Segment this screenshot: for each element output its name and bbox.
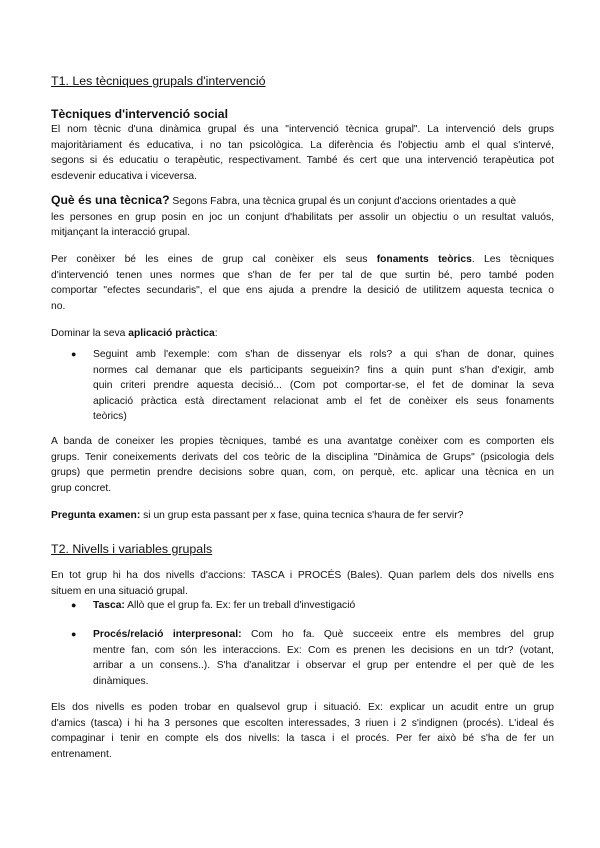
text-line: arribar a un consens..). S'ha d'analitzar i observar el grup per entendre el per què de les [93,660,554,672]
bullet-icon: ● [71,629,77,639]
text-line [51,508,554,524]
bullet-item-tasca [71,598,554,614]
aplicacio-paragraph [51,326,554,342]
bullet-item [71,347,554,425]
section2-intro [51,568,554,599]
text-line [93,598,554,614]
text-span: si un grup esta passant per x fase, quina tecnica s'haura de fer servir? [140,510,464,521]
text-line: no. [51,300,66,312]
text-line: les persones en grup posin en joc un conjunt d'habilitats per assolir un objectiu o un resultat valuós, [51,211,554,223]
bold-span: Procés/relació interpresonal: [93,629,242,640]
text-span: . Les tècniques [471,254,555,265]
text-line: segons si és educatiu o terapèutic, respectivament. També és cert que una intervenció terapèutica pot [51,155,554,167]
text-line: quin criteri prendre aquesta decisió... (Com pot comportar-se, el fet de dominar la seva [93,380,554,392]
bullet-icon: ● [71,600,77,610]
text-line: grups) que permetin prendre decisions sobre quan, com, on perquè, etc. aplicar una tècnica en un [51,467,554,479]
text-line: d'amics (tasca) i hi ha 3 persones que escolten interessades, 3 riuen i 2 s'indignen (procés). L'ideal és [51,717,554,729]
text-line: entrenament. [51,748,112,760]
bullet-icon: ● [71,349,77,359]
text-line: Seguint amb l'exemple: com s'han de dissenyar els rols? a qui s'han de donar, quines [93,349,554,360]
text-line: mitjançant la interacció grupal. [51,227,191,239]
text-line: grup concret. [51,482,112,494]
text-span: Allò que el grup fa. Ex: fer un treball d'investigació [124,600,356,611]
text-line: aplicació pràctica està directament relacionat amb el fet de conèixer els seus fonaments [93,395,554,407]
text-line: situem en una situació grupal. [51,585,188,597]
bold-span: Pregunta examen: [51,510,141,521]
bold-span: Tasca: [93,600,125,611]
text-line [51,252,554,268]
text-line: El nom tècnic d'una dinàmica grupal és una "intervenció tècnica grupal". La intervenció dels grups [51,124,554,135]
section1-title: T1. Les tècniques grupals d'intervenció [51,74,266,88]
text-line [51,192,554,210]
text-span: Dominar la seva [51,328,129,339]
text-line: A banda de coneixer les propies tècniques, també es una avantatge conèixer com es comporten els [51,436,554,447]
abanda-paragraph [51,434,554,496]
text-line: En tot grup hi ha dos nivells d'accions: TASCA i PROCÉS (Bales). Quan parlem dels dos nivells ens [51,570,554,581]
que-es-text: Segons Fabra, una tècnica grupal és un conjunt d'accions orientades a què [169,196,517,207]
text-span: Per conèixer bé les eines de grup cal conèixer els seus [51,254,377,265]
text-line: normes cal demanar que els participants segueixin? fins a quin punt s'han d'exigir, amb [93,364,554,376]
text-line: majoritàriament és educativa, i no tan psicològica. La diferència és l'objectiu amb el qual s'intervé, [51,139,554,151]
closing-paragraph [51,700,554,762]
text-line: d'intervenció tenen unes normes que s'han de fer per tal de que surtin bé, pero també poden [51,269,554,281]
bullet-item-proces [71,627,554,689]
text-line: dinàmiques. [93,675,149,687]
text-span: : [214,328,218,339]
text-line: Els dos nivells es poden trobar en qualsevol grup i situació. Ex: explicar un acudit entre un grup [51,702,554,713]
text-line: esdevenir educativa i viceversa. [51,170,197,182]
text-line [51,326,554,342]
text-line [93,627,554,643]
que-es-paragraph [51,192,554,241]
pregunta-paragraph [51,508,554,524]
text-line: comportar "efectes secundaris", el que ens ajuda a prendre la desició de utilitzem aquesta tecnica o [51,285,554,297]
section1-subtitle: Tècniques d'intervenció social [51,107,228,121]
bold-span: aplicació pràctica [128,328,215,339]
text-line: teòrics) [93,411,127,423]
text-line: compaginar i tenir en compte els dos nivells: la tasca i el procés. Per fer això bé s'ha de fer un [51,733,554,745]
que-es-heading: Què és una tècnica? [51,193,170,207]
intro-paragraph [51,122,554,184]
section2-title: T2. Nivells i variables grupals [51,542,213,556]
text-line: grups. Tenir coneixements derivats del cos teòric de la disciplina "Dinàmica de Grups" (psicologia dels [51,451,554,463]
fonaments-paragraph [51,252,554,314]
bold-span: fonaments teòrics [376,254,472,265]
text-span: Com ho fa. Què succeeix entre els membres del grup [241,629,554,640]
text-line: mentre fan, com són les interaccions. Ex: Com es prenen les decisions en un tdr? (votant, [93,644,554,656]
